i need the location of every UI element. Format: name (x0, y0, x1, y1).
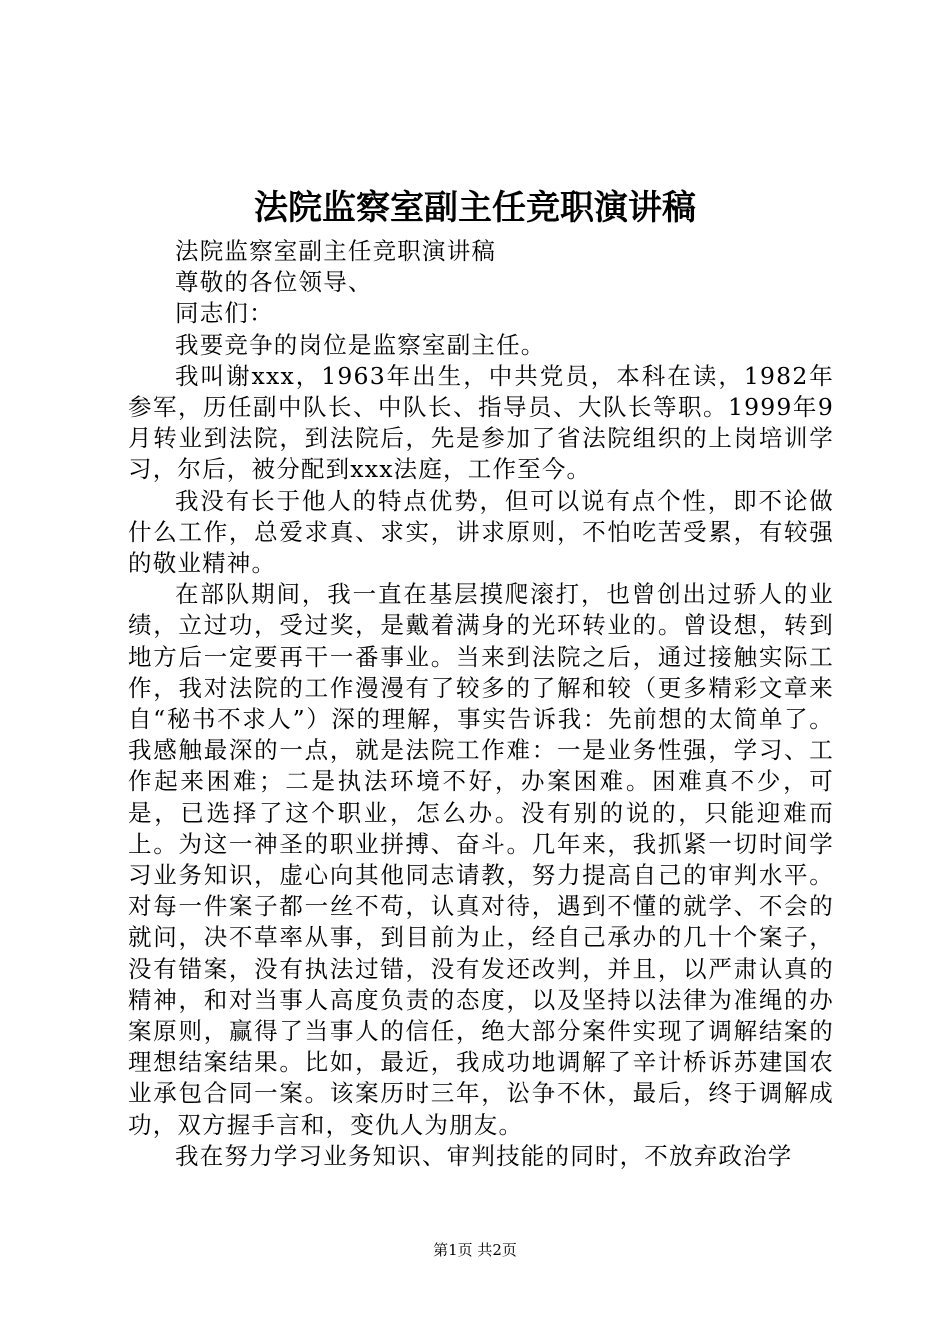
paragraph: 我要竞争的岗位是监察室副主任。 (175, 330, 546, 359)
paragraph: 我叫谢xxx，1963年出生，中共党员，本科在读，1982年参军，历任副中队长、中队长、指导员、大队长等职。1999年9月转业到法院，到法院后，先是参加了省法院组织的上岗培训学习，尔后，被分配到xxx法庭，工作至今。 (128, 361, 834, 484)
page-footer: 第1页 共2页 (433, 1241, 517, 1259)
paragraph: 尊敬的各位领导、 (175, 268, 373, 297)
paragraph: 同志们： (175, 299, 274, 328)
paragraph: 我没有长于他人的特点优势，但可以说有点个性，即不论做什么工作，总爱求真、求实，讲求原则，不怕吃苦受累，有较强的敬业精神。 (128, 486, 834, 578)
paragraph: 法院监察室副主任竞职演讲稿 (175, 237, 497, 265)
document-body (128, 236, 834, 1172)
paragraph: 在部队期间，我一直在基层摸爬滚打，也曾创出过骄人的业绩，立过功，受过奖，是戴着满身的光环转业的。曾设想，转到地方后一定要再干一番事业。当来到法院之后，通过接触实际工作，我对法院的工作漫漫有了较多的了解和较（更多精彩文章来自“秘书不求人”）深的理解，事实告诉我：先前想的太简单了。我感触最深的一点，就是法院工作难：一是业务性强，学习、工作起来困难；二是执法环境不好，办案困难。困难真不少，可是，已选择了这个职业，怎么办。没有别的说的，只能迎难而上。为这一神圣的职业拼搏、奋斗。几年来，我抓紧一切时间学习业务知识，虚心向其他同志请教，努力提高自己的审判水平。对每一件案子都一丝不苟，认真对待，遇到不懂的就学、不会的就问，决不草率从事，到目前为止，经自己承办的几十个案子，没有错案，没有执法过错，没有发还改判，并且，以严肃认真的精神，和对当事人高度负责的态度，以及坚持以法律为准绳的办案原则，赢得了当事人的信任，绝大部分案件实现了调解结案的理想结案结果。比如，最近，我成功地调解了辛计桥诉苏建国农业承包合同一案。该案历时三年，讼争不休，最后，终于调解成功，双方握手言和，变仇人为朋友。 (128, 580, 834, 1139)
document-title: 法院监察室副主任竞职演讲稿 (254, 188, 696, 228)
paragraph: 我在努力学习业务知识、审判技能的同时，不放弃政治学 (175, 1141, 793, 1170)
